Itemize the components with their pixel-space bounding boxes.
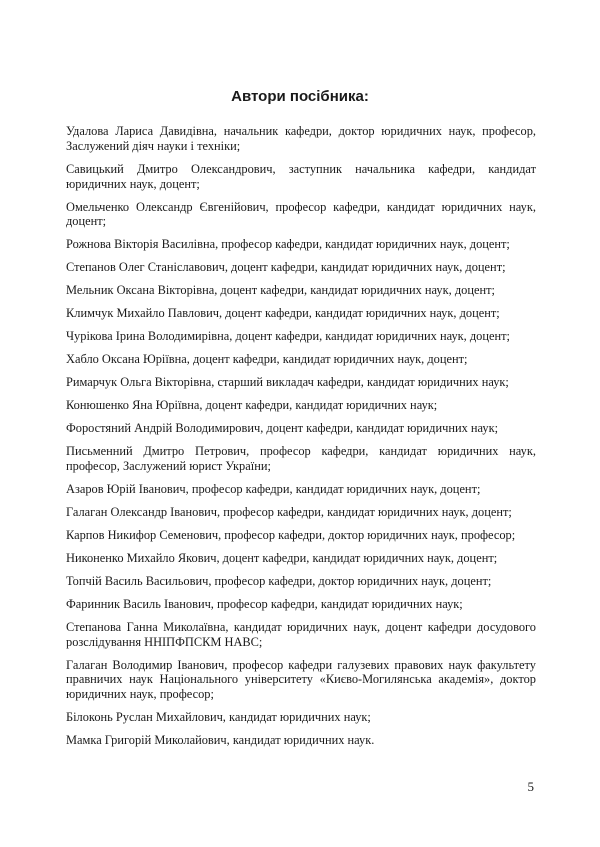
- author-entry: Рожнова Вікторія Василівна, професор кафедри, кандидат юридичних наук, доцент;: [66, 237, 510, 252]
- author-entry: Чурікова Ірина Володимирівна, доцент кафедри, кандидат юридичних наук, доцент;: [66, 329, 510, 344]
- author-entry: Фаринник Василь Іванович, професор кафедри, кандидат юридичних наук;: [66, 596, 463, 611]
- page-number: 5: [527, 779, 534, 794]
- author-entry: Климчук Михайло Павлович, доцент кафедри, кандидат юридичних наук, доцент;: [66, 306, 500, 321]
- author-entry: Карпов Никифор Семенович, професор кафедри, доктор юридичних наук, професор;: [66, 527, 516, 542]
- author-entry: Конюшенко Яна Юріївна, доцент кафедри, кандидат юридичних наук;: [66, 398, 438, 413]
- author-entry: Форостяний Андрій Володимирович, доцент кафедри, кандидат юридичних наук;: [66, 421, 499, 436]
- author-entry: Мельник Оксана Вікторівна, доцент кафедри, кандидат юридичних наук, доцент;: [66, 283, 495, 298]
- author-entry: Удалова Лариса Давидівна, начальник кафедри, доктор юридичних наук, професор, Заслужений діяч науки і техніки;: [66, 124, 536, 153]
- author-entry: Галаган Володимир Іванович, професор кафедри галузевих правових наук факультету правничих наук Національного університету «Києво-Могилянська академія», доктор юридичних наук, професор;: [66, 657, 536, 702]
- author-entry: Мамка Григорій Миколайович, кандидат юридичних наук.: [66, 733, 375, 748]
- authors-list: [66, 124, 536, 756]
- author-entry: Римарчук Ольга Вікторівна, старший викладач кафедри, кандидат юридичних наук;: [66, 375, 509, 390]
- page-title: Автори посібника:: [231, 88, 369, 105]
- author-entry: Азаров Юрій Іванович, професор кафедри, кандидат юридичних наук, доцент;: [66, 481, 481, 496]
- author-entry: Омельченко Олександр Євгенійович, професор кафедри, кандидат юридичних наук, доцент;: [66, 199, 536, 229]
- author-entry: Хабло Оксана Юріївна, доцент кафедри, кандидат юридичних наук, доцент;: [66, 352, 468, 367]
- author-entry: Білоконь Руслан Михайлович, кандидат юридичних наук;: [66, 710, 371, 725]
- author-entry: Письменний Дмитро Петрович, професор кафедри, кандидат юридичних наук, професор, Заслужений юрист України;: [66, 444, 536, 473]
- author-entry: Галаган Олександр Іванович, професор кафедри, кандидат юридичних наук, доцент;: [66, 504, 512, 519]
- author-entry: Топчій Василь Васильович, професор кафедри, доктор юридичних наук, доцент;: [66, 573, 492, 588]
- author-entry: Степанова Ганна Миколаївна, кандидат юридичних наук, доцент кафедри досудового розслідування ННІПФПСКМ НАВС;: [66, 619, 536, 649]
- author-entry: Никоненко Михайло Якович, доцент кафедри, кандидат юридичних наук, доцент;: [66, 550, 498, 565]
- author-entry: Савицький Дмитро Олександрович, заступник начальника кафедри, кандидат юридичних наук, доцент;: [66, 161, 536, 191]
- author-entry: Степанов Олег Станіславович, доцент кафедри, кандидат юридичних наук, доцент;: [66, 260, 506, 275]
